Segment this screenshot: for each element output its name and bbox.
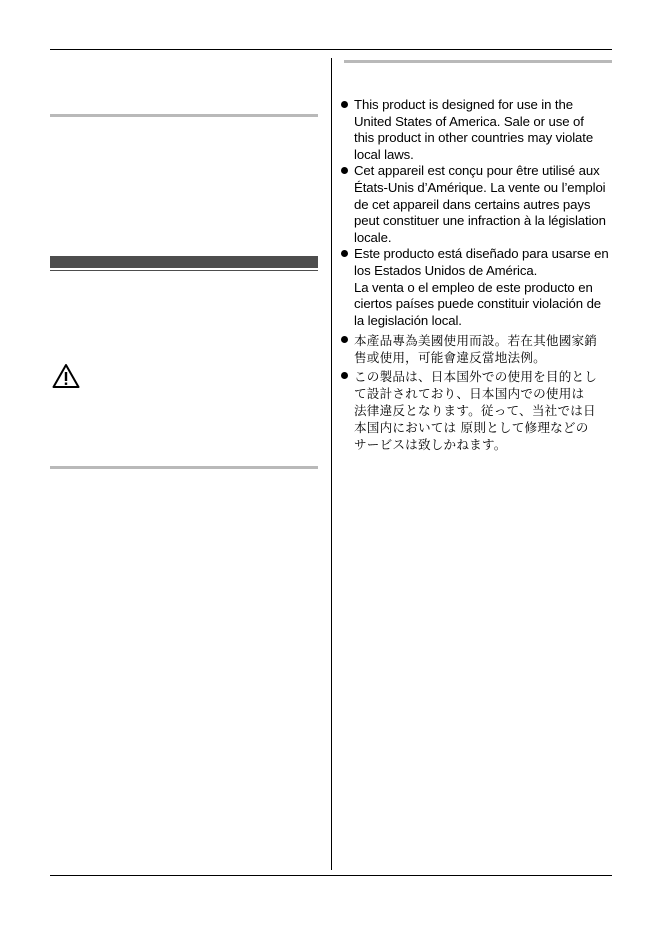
left-section-rule-1 bbox=[50, 114, 318, 117]
left-heading-underline bbox=[50, 270, 318, 271]
notice-french bbox=[340, 163, 630, 246]
notice-english bbox=[340, 97, 630, 163]
notice-text: This product is designed for use in the United States of America. Sale or use of this product in other countries may violate local laws. bbox=[354, 97, 594, 162]
bullet-icon bbox=[341, 250, 348, 257]
left-heading-bar bbox=[50, 256, 318, 268]
bottom-rule bbox=[50, 875, 612, 876]
bullet-icon bbox=[341, 372, 348, 379]
notice-chinese bbox=[340, 332, 630, 366]
notice-text: Este producto está diseñado para usarse en los Estados Unidos de América. La venta o el empleo de este producto en ciertos países puede constituir violación de la legislación local. bbox=[354, 246, 609, 328]
right-section-rule bbox=[344, 60, 612, 63]
warning-triangle-icon bbox=[52, 363, 80, 389]
notice-japanese bbox=[340, 368, 630, 453]
notice-text: 本產品專為美國使用而設。若在其他國家銷 售或使用，可能會違反當地法例。 bbox=[354, 333, 598, 366]
bullet-icon bbox=[341, 336, 348, 343]
bullet-icon bbox=[341, 101, 348, 108]
top-rule bbox=[50, 49, 612, 50]
left-section-rule-2 bbox=[50, 466, 318, 469]
notice-text: Cet appareil est conçu pour être utilisé aux États-Unis d’Amérique. La vente ou l’emploi de cet appareil dans certains autres pays peut constituer une infraction à la législation locale. bbox=[354, 163, 606, 245]
column-divider bbox=[331, 58, 332, 870]
bullet-icon bbox=[341, 167, 348, 174]
notices-list bbox=[340, 97, 630, 453]
notice-spanish bbox=[340, 246, 630, 329]
notice-text: この製品は、日本国外での使用を目的とし て設計されており、日本国内での使用は 法律違反となります。従って、当社では日 本国内においては 原則として修理などの サービスは致しかねます。 bbox=[354, 369, 598, 453]
